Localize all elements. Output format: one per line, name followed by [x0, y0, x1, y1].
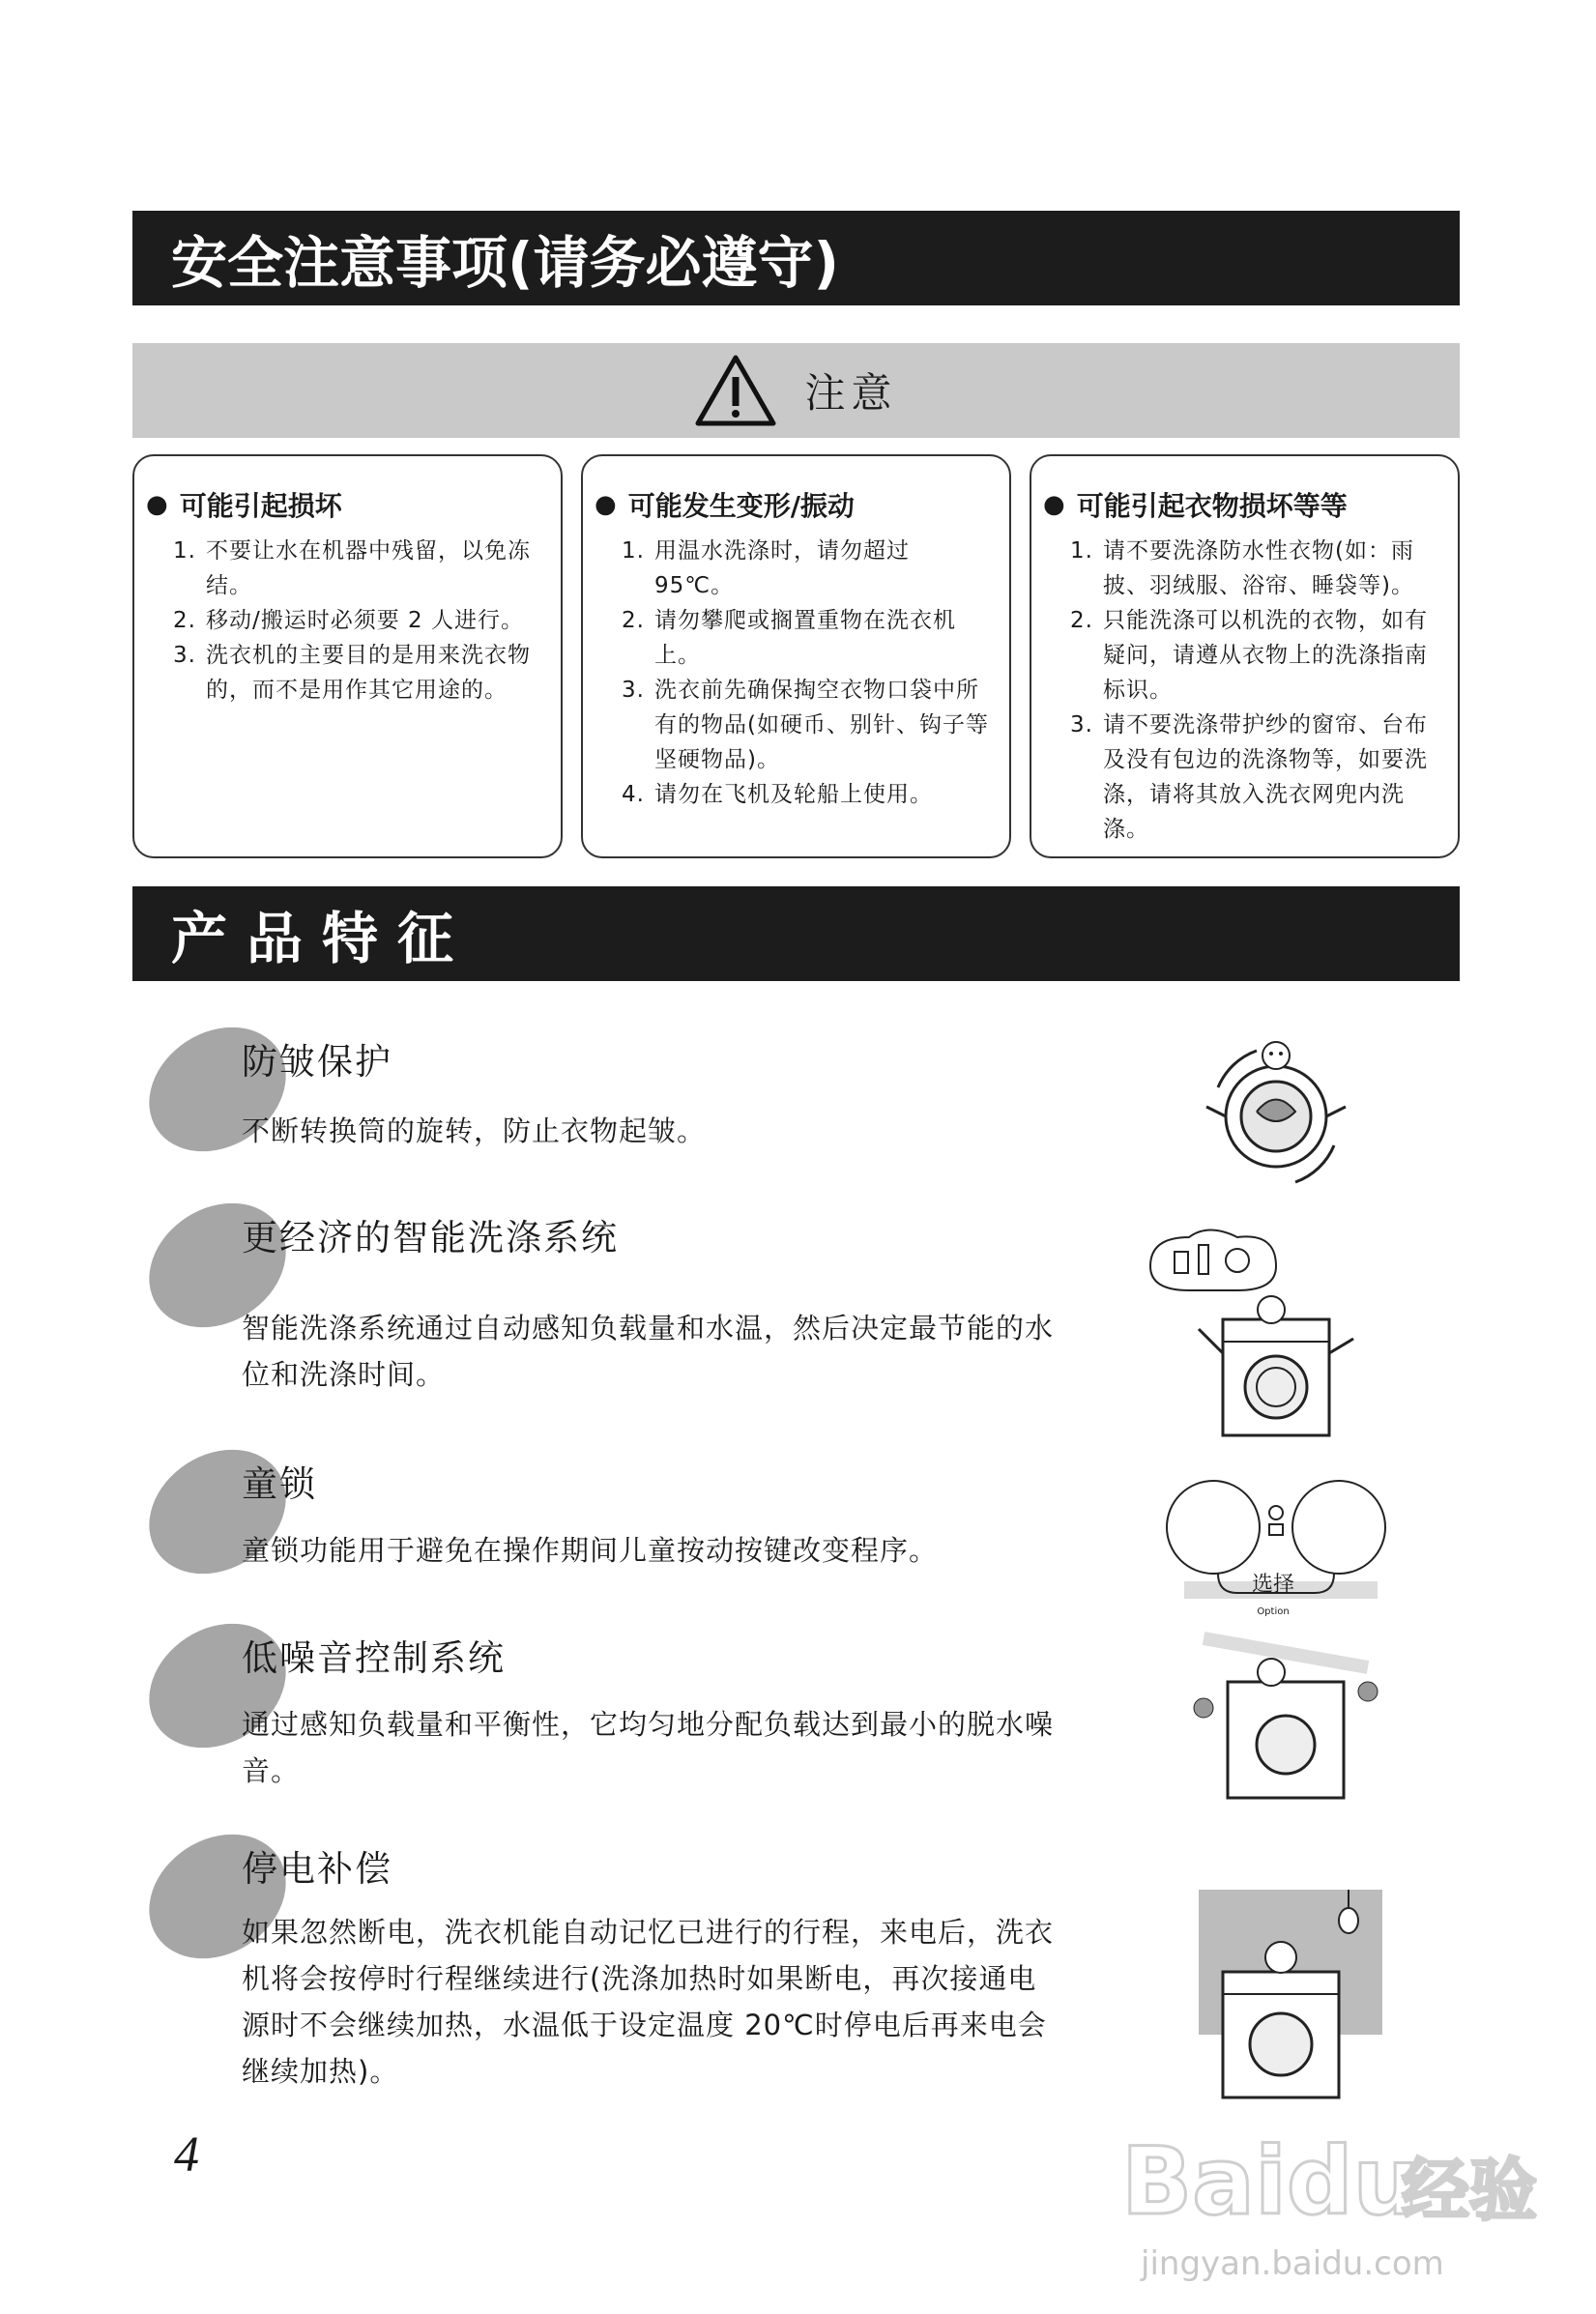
feature-desc: 童锁功能用于避免在操作期间儿童按动按键改变程序。	[242, 1534, 939, 1567]
notice-band	[132, 343, 1460, 438]
list-item: 2. 只能洗涤可以机洗的衣物，如有疑问，请遵从衣物上的洗涤指南标识。	[1070, 608, 1428, 703]
list-item: 1. 用温水洗涤时，请勿超过 95℃。	[622, 538, 910, 598]
smart-washer-illustration	[1141, 1228, 1373, 1440]
list-item: 3. 请不要洗涤带护纱的窗帘、台布及没有包边的洗涤物等，如要洗涤，请将其放入洗衣网兜内洗涤。	[1070, 712, 1428, 842]
option-label: 选择 Option	[1251, 1573, 1294, 1617]
panel-heading: ● 可能引起损坏	[146, 490, 342, 522]
warning-triangle-icon	[694, 354, 777, 427]
notice-label: 注意	[804, 369, 898, 417]
bullet-icon: ●	[146, 490, 168, 519]
list-item: 3. 洗衣前先确保掏空衣物口袋中所有的物品(如硬币、别针、钩子等坚硬物品)。	[622, 678, 989, 772]
bullet-icon: ●	[595, 490, 617, 519]
feature-desc: 如果忽然断电，洗衣机能自动记忆已进行的行程，来电后，洗衣机将会按停时行程继续进行(洗涤加热时如果断电，再次接通电源时不会继续加热，水温低于设定温度 20℃时停电后再来电会继续加热)。	[242, 1916, 1055, 2088]
list-item: 2. 移动/搬运时必须要 2 人进行。	[173, 608, 525, 633]
feature-title: 更经济的智能洗涤系统	[242, 1217, 619, 1258]
watermark-cn: 经验	[1402, 2151, 1537, 2230]
spinning-drum-illustration	[1189, 1034, 1363, 1189]
caution-panel-deformation	[581, 454, 1011, 858]
caution-panel-damage	[132, 454, 563, 858]
watermark-brand: Baidu	[1121, 2127, 1419, 2236]
feature-desc: 智能洗涤系统通过自动感知负载量和水温，然后决定最节能的水位和洗涤时间。	[242, 1312, 1055, 1391]
panel-heading: ● 可能引起衣物损坏等等	[1043, 490, 1348, 522]
power-outage-washer-illustration	[1184, 1880, 1397, 2102]
feature-title: 停电补偿	[242, 1848, 392, 1890]
feature-title: 低噪音控制系统	[242, 1637, 506, 1679]
feature-desc: 不断转换筒的旋转，防止衣物起皱。	[242, 1114, 707, 1147]
safety-title: 安全注意事项(请务必遵守)	[171, 230, 840, 296]
features-title-bar	[132, 886, 1460, 981]
features-title: 产品特征	[171, 906, 474, 971]
panel-heading: ● 可能发生变形/振动	[595, 490, 855, 522]
list-item: 3. 洗衣机的主要目的是用来洗衣物的，而不是用作其它用途的。	[173, 643, 531, 703]
safety-title-bar	[132, 211, 1460, 305]
watermark-url: jingyan.baidu.com	[1141, 2244, 1444, 2283]
bullet-icon: ●	[1043, 490, 1065, 519]
caution-panel-clothing	[1030, 454, 1460, 858]
feature-title: 童锁	[242, 1463, 317, 1505]
list-item: 1. 请不要洗涤防水性衣物(如：雨披、羽绒服、浴帘、睡袋等)。	[1070, 538, 1414, 598]
list-item: 2. 请勿攀爬或搁置重物在洗衣机上。	[622, 608, 956, 668]
list-item: 1. 不要让水在机器中残留，以免冻结。	[173, 538, 531, 598]
low-noise-washer-illustration	[1184, 1629, 1387, 1803]
feature-title: 防皱保护	[242, 1041, 392, 1083]
list-item: 4. 请勿在飞机及轮船上使用。	[622, 782, 933, 807]
page-number: 4	[174, 2127, 199, 2183]
feature-desc: 通过感知负载量和平衡性，它均匀地分配负载达到最小的脱水噪音。	[242, 1708, 1055, 1787]
